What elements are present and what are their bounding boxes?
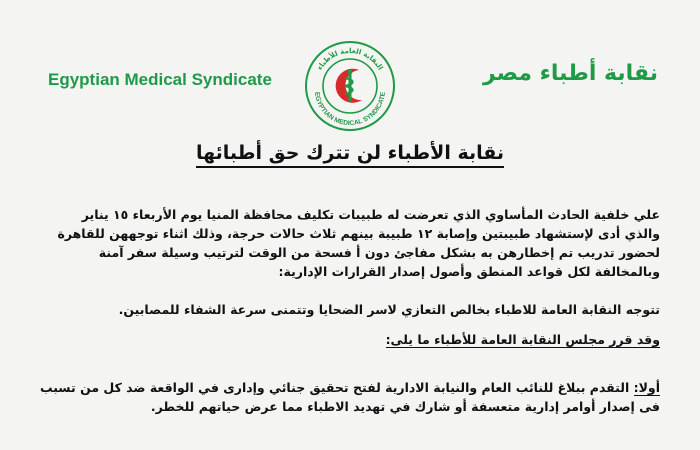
decision-item-label: أولا:	[633, 380, 660, 395]
syndicate-emblem-icon	[304, 40, 396, 132]
syndicate-name-arabic: نقابة أطباء مصر	[482, 61, 658, 86]
paragraph-line: لحضور تدريب تم إخطارهن به بشكل مفاجئ دون أ فسحة من الوقت لترتيب وسيلة سفر آمنة	[98, 245, 660, 260]
statement-paragraph-condolences	[48, 300, 660, 319]
paragraph-line: علي خلفية الحادث المأساوي الذي تعرضت له طبيبات تكليف محافظة المنيا يوم الأربعاء ١٥ يناير	[81, 207, 660, 222]
paragraph-line: وبالمخالفة لكل قواعد المنطق وأصول إصدار القرارات الإدارية:	[278, 264, 660, 279]
decision-item-1	[39, 378, 660, 416]
statement-paragraph-background	[48, 205, 660, 281]
syndicate-logo	[304, 40, 396, 132]
logo-staff-head	[348, 70, 353, 75]
decision-heading	[48, 330, 660, 349]
decision-heading-text: وقد قرر مجلس النقابة العامة للأطباء ما يلى:	[385, 332, 660, 347]
paragraph-line: تتوجه النقابة العامة للاطباء بخالص التعازي لاسر الضحايا وتتمنى سرعة الشفاء للمصابين.	[118, 302, 660, 317]
statement-title-text: نقابة الأطباء لن تترك حق أطبائها	[196, 142, 504, 168]
syndicate-name-english: Egyptian Medical Syndicate	[48, 70, 272, 89]
decision-item-text-line1: التقدم ببلاغ للنائب العام والنيابة الادارية لفتح تحقيق جنائي وإدارى في الواقعة ضد كل من تسبب	[39, 380, 630, 395]
statement-title	[0, 142, 700, 164]
decision-item-text-line2: فى إصدار أوامر إدارية متعسفة أو شارك في تهديد الاطباء مما عرض حياتهم للخطر.	[150, 399, 660, 414]
logo-ring-text-english: EGYPTIAN MEDICAL SYNDICATE	[313, 91, 387, 128]
logo-ring-text-arabic: النقابة العامة للأطباء	[315, 46, 385, 72]
paragraph-line: والذي أدى لإستشهاد طبيبتين وإصابة ١٢ طبيبة بينهم ثلاث حالات حرجة، وذلك اثناء توجههن للقاهرة	[57, 226, 660, 241]
